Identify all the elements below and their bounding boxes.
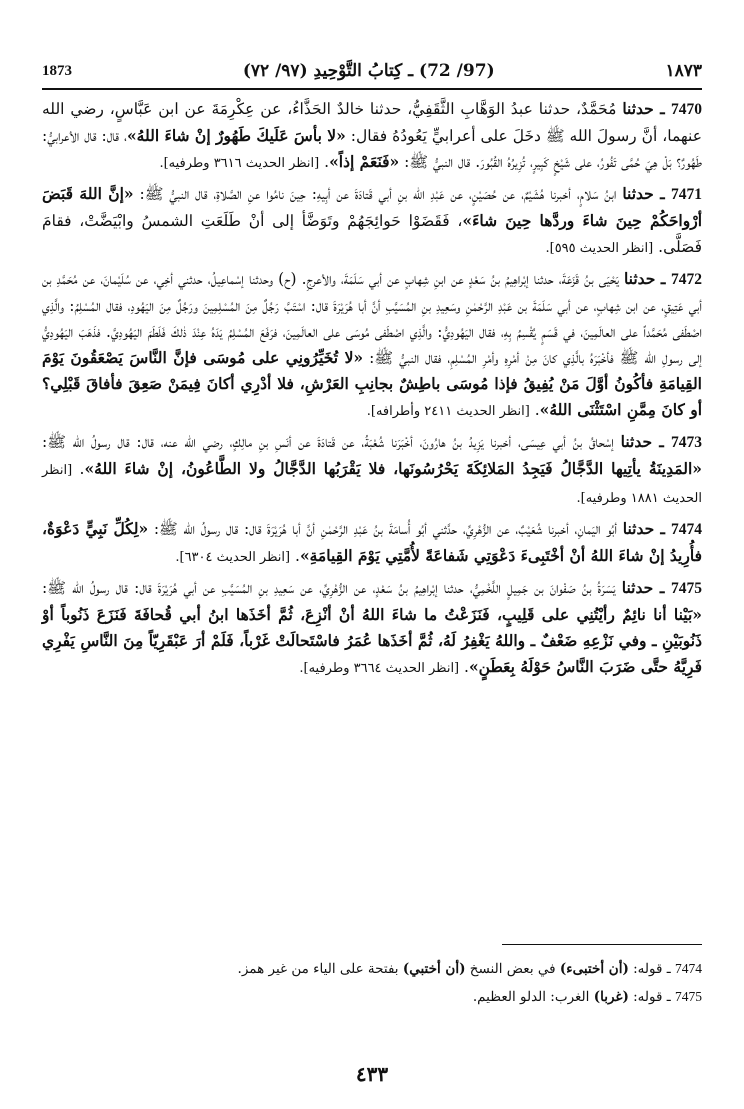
header-rule [42,88,702,90]
hadith-text: يَسَرَةُ بنُ صَفْوانَ بن جَمِيلٍ اللَّخْمِيُّ، حدثنا إبْراهِيمُ بنُ سَعْدٍ، عن الزُّهْرِيِّ، عن سَعِيدِ بنِ المُسَيَّبِ عن أبي هُرَيْرَةَ قال: قال رسولُ الله ﷺ: [42,579,622,597]
hadith-sep: ـ [653,184,671,203]
running-title: (97/ 72) ـ كِتابُ التَّوْحِيدِ (٩٧/ ٧٢) [242,61,495,81]
main-text [42,96,702,686]
prophet-saying: «لا بأسَ عَلَيكَ طَهُورٌ إنْ شاءَ اللهُ» [126,126,346,145]
footnote-number: 7474 [675,961,702,976]
footnote-rule [502,944,702,945]
haddathana-keyword: حدثنا [622,99,654,118]
hadith-number: 7473 [671,434,702,451]
hadith-reference: [انظر الحديث ٢٤١١ وأطرافه]. [366,404,530,419]
hadith-7471 [42,181,702,262]
hadith-reference: [انظر الحديث ٥٩٥]. [545,241,654,256]
footnote-term: (أن أختبي) [402,961,466,977]
footnote-text: ـ قوله: [628,989,675,1005]
hadith-sep: ـ [653,99,671,118]
hadith-number: 7474 [671,521,703,538]
prophet-saying: «فَنَعَمْ إذاً» [329,152,400,171]
footnote-text: بفتحة على الياء من غير همز. [237,961,403,977]
hadith-text: . [459,658,469,676]
hadith-number: 7475 [671,580,702,597]
hadith-text: . [319,153,330,171]
hadith-reference: [انظر الحديث ٣٦١٦ وطرفيه]. [159,156,320,171]
footnote-text: ـ قوله: [628,961,675,977]
footnote-number: 7475 [675,989,702,1004]
haddathana-keyword: حدثنا [621,578,654,597]
prophet-saying: «بَيْنا أنا نائِمٌ رأيْتُنِي على قَلِيبٍ، فَنَزَعْتُ ما شاءَ اللهُ أنْ أنْزِعَ، ثُمَّ أخَذَها ابنُ أبي قُحافَةَ فَنَزَعَ ذَنُوباً أوْ ذَنُوبَيْنِ ـ وفي نَزْعِهِ ضَعْفٌ ـ واللهُ يَغْفِرُ لَهُ، ثُمَّ أخَذَها عُمَرُ فاسْتَحالَتْ غَرْباً، فَلَمْ أرَ عَبْقَرِيّاً مِنَ النَّاسِ يَفْرِي فَرِيَّهُ حتَّى ضَرَبَ النَّاسُ حَوْلَهُ بِعَطَنٍ» [42,605,702,676]
haddathana-keyword: حدثنا [622,184,654,203]
prophet-saying: «لا تُخَيِّرُونِي على مُوسَى فإنَّ النَّاسَ يَصْعَقُونَ يَوْمَ القِيامَةِ فأكُونُ أوَّلَ مَنْ يُفِيقُ فإذا مُوسَى باطِشٌ بجانِبِ العَرْشِ، فلا أدْرِي أكانَ فِيمَنْ صَعِقَ فأفاقَ قَبْلِي؟ أو كانَ مِمَّنِ اسْتَثْنَى اللهُ» [42,348,702,419]
hadith-number: 7472 [671,271,702,288]
footnote-text: في بعض النسخ [465,961,560,977]
hadith-sep: ـ [654,519,672,538]
prophet-saying: «لِكُلِّ نَبِيٍّ دَعْوَةٌ، فأُرِيدُ إنْ شاءَ اللهُ أنْ أخْتَبِىءَ دَعْوَتِي شَفاعَةً لأُمَّتِي يَوْمَ القِيامَةِ» [42,519,702,565]
haddathana-keyword: حدثنا [623,269,656,288]
footnote-7475 [42,983,702,1011]
hadith-sep: ـ [652,432,671,451]
prophet-saying: «المَدِينَةُ يأتِيها الدَّجَّالُ فَيَجِدُ المَلائِكَةَ يَحْرُسُونَها، فلا يَقْرَبُها الدَّجَّالُ ولا الطَّاعُونُ، إنْ شاءَ اللهُ» [84,459,702,478]
footnote-text: الغرب: الدلو العظيم. [472,989,594,1005]
page-number-latin: 1873 [42,62,72,79]
hadith-7473 [42,429,702,512]
hadith-sep: ـ [655,269,671,288]
hadith-reference: [انظر الحديث ٦٣٠٤]. [175,550,291,565]
hadith-text: أبُو اليَمانِ، أخبرنا شُعَيْبٌ، عن الزُّهْرِيِّ، حدَّثني أبُو أُسامَةَ بنُ عَبْدِ الرَّحْمٰنِ أنَّ أبا هُرَيْرَةَ قال: قال رسولُ الله ﷺ: [148,520,623,538]
hadith-7472 [42,266,702,425]
hadith-text: ، فَقَضَوْا حَوائِجَهُمْ وتَوَضَّأ إلى أنْ طَلَعَتِ الشمسُ وابْيَضَّتْ، فقامَ فَصَلَّى. [42,212,702,256]
page-number-arabic: ١٨٧٣ [665,61,702,81]
haddathana-keyword: حدثنا [622,519,655,538]
hadith-text: . [72,460,85,478]
hadith-7470 [42,96,702,177]
hadith-text: . [529,401,540,419]
hadith-text: ، قال: قال الأعرابيُّ: طَهُورٌ؟ بَلْ هِيَ حُمَّى تَفُورُ، على شَيْخٍ كَبِيرٍ، تُزِيرُهُ القُبُورَ. قال النبيُّ ﷺ: [42,127,702,171]
hadith-reference: [انظر الحديث ٣٦٦٤ وطرفيه]. [299,661,460,676]
page-number-footer: ٤٣٣ [355,1062,389,1086]
hadith-reference: [انظر الحديث ١٨٨١ وطرفيه]. [42,463,702,506]
hadith-sep: ـ [653,578,671,597]
hadith-text: مُحَمَّدٌ، حدثنا عبدُ الوَهَّابِ الثَّقَفِيُّ، حدثنا خالدٌ الحَذَّاءُ، عن عِكْرِمَةَ عن ابن عَبَّاسٍ، رضي الله عنهما، أنَّ رسولَ الله ﷺ دخَلَ على أعرابيٍّ يَعُودُهُ فقال: [42,100,702,145]
hadith-text: يَحْيَى بنُ قَزَعَةَ، حدثنا إبْراهِيمُ بنُ سَعْدٍ عن ابنِ شِهابٍ عن أبي سَلَمَةَ، والأعرجِ. (ح) وحدثنا إسْماعِيلُ، حدثني أخِي، عن سُلَيْمانَ، عن مُحَمَّدِ بن أبي عَتِيقٍ، عن ابن شِهابٍ، عن أبي سَلَمَةَ بن عَبْدِ الرَّحْمٰنِ وسَعِيدِ بنِ المُسَيَّبِ أنَّ أبا هُرَيْرَةَ قال: اسْتَبَّ رَجُلٌ مِنَ المُسْلِمِينَ ورَجُلٌ مِنَ اليَهُودِ، فقال المُسْلِمُ: والَّذِي اصْطَفى مُحَمَّداً على العالَمِينَ، في قَسَمٍ يُقْسِمُ بِهِ، فقال اليَهُودِيُّ: والَّذِي اصْطَفى مُوسَى على العالَمِينَ، فرَفَعَ المُسْلِمُ يَدَهُ عِنْدَ ذٰلكَ فَلَطَمَ اليَهُودِيَّ. فذَهَبَ اليَهُودِيُّ إلى رسولِ الله ﷺ فأخْبَرَهُ بالَّذِي كانَ مِنْ أمْرِهِ وأمْرِ المُسْلِمِ، فقال النبيُّ ﷺ: [42,270,702,367]
prophet-saying: «إنَّ اللهَ قَبَضَ أرْواحَكُمْ حِينَ شاءَ وردَّها حِينَ شاءَ» [42,184,702,230]
hadith-number: 7471 [671,186,702,203]
haddathana-keyword: حدثنا [620,432,653,451]
footnote-term: (أن أختبىء) [559,961,629,977]
hadith-text: . [290,547,300,565]
footnote-term: (غربا) [593,989,629,1005]
footnote-7474 [42,955,702,983]
footnotes [42,955,702,1011]
hadith-number: 7470 [670,101,702,118]
hadith-text: ابنُ سَلامٍ، أخبرنا هُشَيْمٌ، عن حُصَيْنٍ، عن عَبْدِ الله بنِ أبي قَتادَةَ عن أبِيهِ: حِينَ نامُوا عنِ الصَّلاةِ، قال النبيُّ ﷺ: [133,185,623,203]
hadith-text: إسْحاقُ بنُ أبي عِيسَى، أخبرنا يَزِيدُ بنُ هارُونَ، أخْبَرَنا شُعْبَةُ، عن قَتادَةَ عن أنَسِ بنِ مالِكٍ، رضي الله عنه، قال: قال رسولُ الله ﷺ: [42,433,621,451]
hadith-7474 [42,516,702,571]
page-header [42,56,702,86]
hadith-7475 [42,575,702,682]
